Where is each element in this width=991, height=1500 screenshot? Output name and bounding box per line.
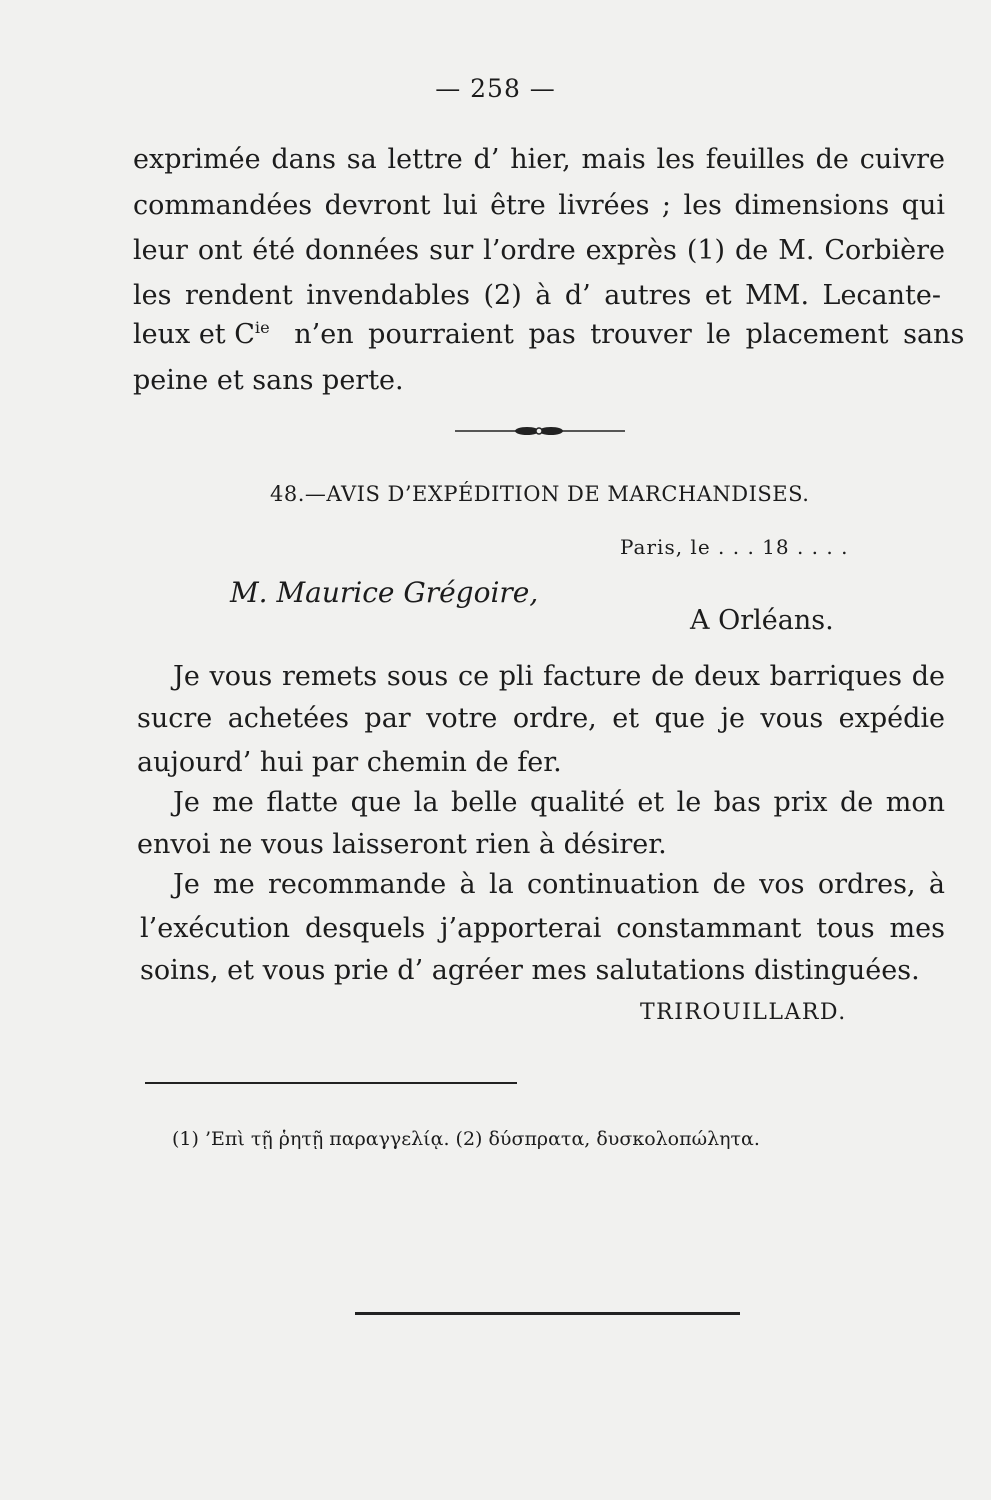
top-paragraph-line-6: peine et sans perte. bbox=[133, 365, 404, 396]
city-line: A Orléans. bbox=[690, 605, 834, 636]
top-paragraph-line-4: les rendent invendables (2) à d’ autres et MM. Lecante- bbox=[133, 280, 941, 311]
bottom-rule bbox=[355, 1312, 740, 1315]
footnote-rule bbox=[145, 1082, 517, 1084]
letter-line-3: aujourd’ hui par chemin de fer. bbox=[137, 747, 562, 778]
letter-line-4: Je me flatte que la belle qualité et le bas prix de mon bbox=[173, 787, 945, 818]
top-paragraph-line-5 bbox=[133, 318, 965, 352]
salutation: M. Maurice Grégoire, bbox=[230, 576, 539, 609]
section-heading: 48.—AVIS D’EXPÉDITION DE MARCHANDISES. bbox=[270, 482, 810, 506]
dateline: Paris, le . . . 18 . . . . bbox=[620, 535, 849, 559]
letter-line-6: Je me recommande à la continuation de vos ordres, à bbox=[173, 869, 945, 900]
ornament-divider bbox=[455, 424, 625, 438]
letter-line-7: l’exécution desquels j’apporterai constammant tous mes bbox=[140, 913, 945, 944]
line5-superscript: ie bbox=[254, 318, 270, 337]
top-paragraph-line-3: leur ont été données sur l’ordre exprès (1) de M. Corbière bbox=[133, 235, 945, 266]
signature: TRIROUILLARD. bbox=[640, 1000, 847, 1025]
footnote: (1) ’Επὶ τῇ ῥητῇ παραγγελίᾳ. (2) δύσπρατα, δυσκολοπώλητα. bbox=[172, 1128, 760, 1150]
line5-rest: n’en pourraient pas trouver le placement sans bbox=[294, 319, 965, 350]
letter-line-5: envoi ne vous laisseront rien à désirer. bbox=[137, 829, 667, 860]
letter-line-2: sucre achetées par votre ordre, et que je vous expédie bbox=[137, 703, 945, 734]
top-paragraph-line-2: commandées devront lui être livrées ; les dimensions qui bbox=[133, 190, 945, 221]
page-number: — 258 — bbox=[435, 74, 556, 103]
letter-line-1: Je vous remets sous ce pli facture de deux barriques de bbox=[173, 661, 945, 692]
letter-line-8: soins, et vous prie d’ agréer mes salutations distinguées. bbox=[140, 955, 920, 986]
line5-start: leux et C bbox=[133, 319, 255, 350]
top-paragraph-line-1: exprimée dans sa lettre d’ hier, mais les feuilles de cuivre bbox=[133, 144, 945, 175]
